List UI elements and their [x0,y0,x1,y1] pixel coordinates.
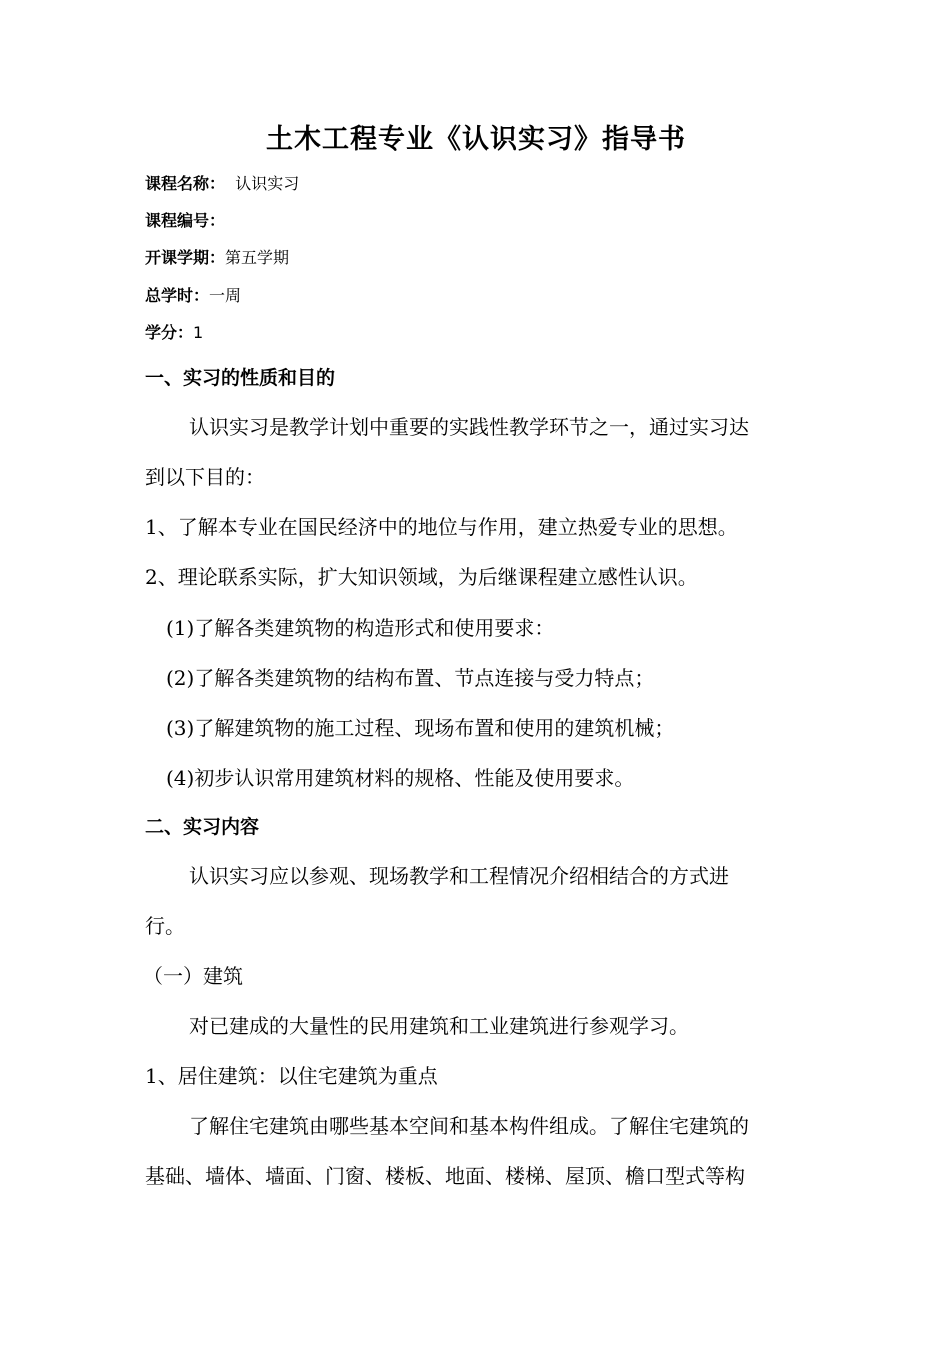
section2-item1-line1: 了解住宅建筑由哪些基本空间和基本构件组成。了解住宅建筑的 [189,1114,749,1138]
section2-sub-intro: 对已建成的大量性的民用建筑和工业建筑进行参观学习。 [189,1014,689,1038]
section1-sub-item: (3)了解建筑物的施工过程、现场布置和使用的建筑机械； [166,716,675,740]
section1-item1: 1、了解本专业在国民经济中的地位与作用，建立热爱专业的思想。 [145,515,738,539]
section2-heading: 二、实习内容 [145,816,260,838]
meta-label: 总学时： [145,286,210,305]
document-title: 土木工程专业《认识实习》指导书 [266,124,686,155]
meta-credits [145,321,203,345]
meta-value: 1 [193,323,204,342]
section1-sub-item: (1)了解各类建筑物的构造形式和使用要求： [166,616,555,640]
meta-label: 课程名称： [145,174,226,193]
section1-intro-line1: 认识实习是教学计划中重要的实践性教学环节之一，通过实习达 [189,415,749,439]
section1-item2: 2、理论联系实际，扩大知识领域，为后继课程建立感性认识。 [145,565,698,589]
section2-item1: 1、居住建筑：以住宅建筑为重点 [145,1064,438,1088]
section1-heading: 一、实习的性质和目的 [145,367,336,389]
meta-label: 开课学期： [145,248,226,267]
meta-semester [145,246,289,270]
meta-course-code [145,209,225,233]
meta-value: 第五学期 [225,248,290,267]
section2-sub-heading: （一）建筑 [143,964,243,988]
section1-sub-item: (2)了解各类建筑物的结构布置、节点连接与受力特点； [166,666,655,690]
meta-value: 认识实习 [225,174,300,193]
meta-label: 课程编号： [145,211,226,230]
meta-label: 学分： [145,323,194,342]
meta-total-hours [145,284,241,308]
section1-intro-line2: 到以下目的： [145,465,265,489]
meta-value: 一周 [209,286,242,305]
meta-course-name [145,172,299,196]
section1-sub-item: (4)初步认识常用建筑材料的规格、性能及使用要求。 [166,766,635,790]
section2-intro-line1: 认识实习应以参观、现场教学和工程情况介绍相结合的方式进 [189,864,729,888]
section2-item1-line2: 基础、墙体、墙面、门窗、楼板、地面、楼梯、屋顶、檐口型式等构 [145,1164,745,1188]
section2-intro-line2: 行。 [145,914,185,938]
